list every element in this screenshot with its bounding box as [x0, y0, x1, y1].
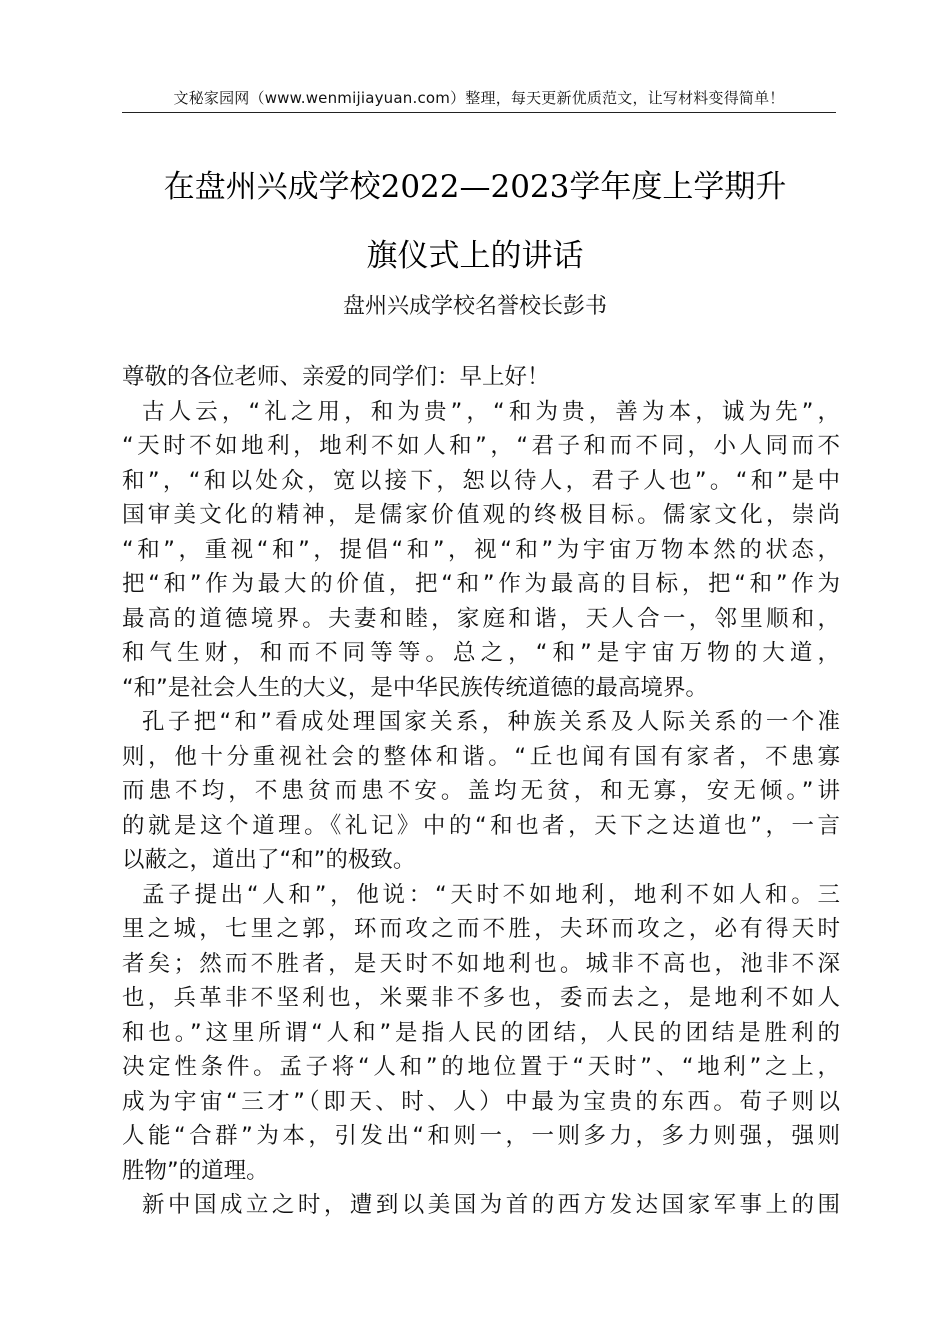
title-prefix: 在盘州兴成学校 — [163, 169, 381, 205]
body-line: “和”是社会人生的大义，是中华民族传统道德的最高境界。 — [122, 674, 708, 701]
body-line: 孔子把“和”看成处理国家关系，种族关系及人际关系的一个准 — [142, 709, 840, 735]
body-line: “天时不如地利，地利不如人和”，“君子和而不同，小人同而不 — [122, 433, 840, 459]
body-line: 人能“合群”为本，引发出“和则一，一则多力，多力则强，强则 — [122, 1123, 840, 1149]
body-line: 以蔽之，道出了“和”的极致。 — [122, 847, 416, 873]
body-line: 把“和”作为最大的价值，把“和”作为最高的目标，把“和”作为 — [122, 571, 840, 597]
body-line: 者矣；然而不胜者，是天时不如地利也。城非不高也，池非不深 — [122, 950, 840, 977]
body-line: 成为宇宙“三才”（即天、时、人）中最为宝贵的东西。荀子则以 — [122, 1088, 840, 1115]
body-line: 最高的道德境界。夫妻和睦，家庭和谐，天人合一，邻里顺和， — [122, 605, 840, 632]
speech-body — [122, 360, 840, 1223]
body-line: 胜物”的道理。 — [122, 1157, 269, 1184]
body-line: 则，他十分重视社会的整体和谐。“丘也闻有国有家者，不患寡 — [122, 743, 840, 770]
header-divider — [122, 112, 836, 113]
body-line: 古人云，“礼之用，和为贵”，“和为贵，善为本，诚为先”， — [142, 398, 840, 425]
body-line: 和”，“和以处众，宽以接下，恕以待人，君子人也”。“和”是中 — [122, 467, 840, 494]
document-title-line-2: 旗仪式上的讲话 — [366, 238, 584, 274]
author-line: 盘州兴成学校名誉校长彭书 — [342, 294, 607, 319]
body-line: 尊敬的各位老师、亲爱的同学们：早上好！ — [122, 364, 550, 390]
body-line: 而患不均，不患贫而患不安。盖均无贫，和无寡，安无倾。”讲 — [122, 778, 840, 804]
body-line: “和”，重视“和”，提倡“和”，视“和”为宇宙万物本然的状态， — [122, 536, 840, 563]
page-header: 文秘家园网（www.wenmijiayuan.com）整理，每天更新优质范文，让写材料变得简单！ — [173, 89, 785, 107]
title-years: 2022—2023 — [380, 169, 570, 205]
title-suffix: 学年度上学期升 — [569, 169, 787, 205]
body-line: 国审美文化的精神，是儒家价值观的终极目标。儒家文化，崇尚 — [122, 502, 840, 528]
body-line: 决定性条件。孟子将“人和”的地位置于“天时”、“地利”之上， — [122, 1054, 840, 1080]
body-line: 孟子提出“人和”，他说：“天时不如地利，地利不如人和。三 — [142, 881, 840, 908]
body-line: 也，兵革非不坚利也，米粟非不多也，委而去之，是地利不如人 — [122, 985, 840, 1011]
document-title-line-1 — [110, 167, 840, 207]
body-line: 和也。”这里所谓“人和”是指人民的团结，人民的团结是胜利的 — [122, 1019, 840, 1046]
body-line: 和气生财，和而不同等等。总之，“和”是宇宙万物的大道， — [122, 640, 840, 666]
body-line: 新中国成立之时，遭到以美国为首的西方发达国家军事上的围 — [142, 1192, 840, 1218]
body-line: 的就是这个道理。《礼记》中的“和也者，天下之达道也”，一言 — [122, 812, 840, 839]
body-line: 里之城，七里之郭，环而攻之而不胜，夫环而攻之，必有得天时 — [122, 916, 840, 942]
